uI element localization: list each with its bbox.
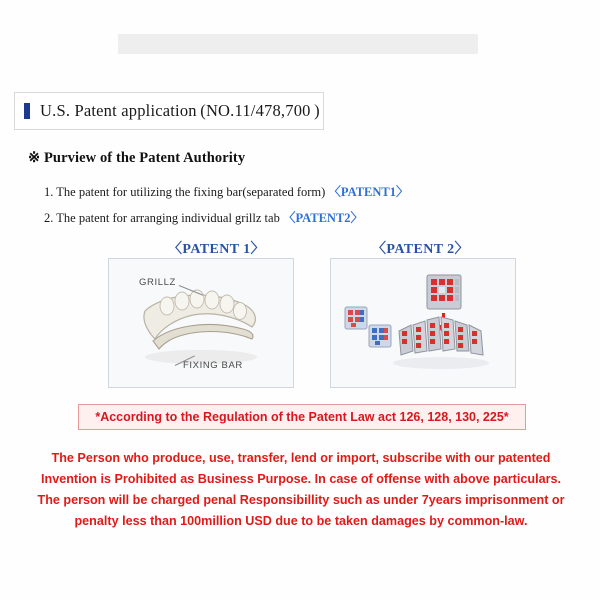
list-item [44, 182, 409, 200]
list-item-text: The patent for utilizing the fixing bar(separated form) [56, 185, 326, 199]
legal-line: penalty less than 100million USD due to be taken damages by common-law. [74, 514, 528, 528]
regulation-banner-text: *According to the Regulation of the Patent Law act 126, 128, 130, 225* [95, 410, 509, 424]
list-item-text: The patent for arranging individual grillz tab [56, 211, 280, 225]
legal-line: Invention is Prohibited as Business Purpose. In case of offense with above particulars. [41, 472, 561, 486]
title-accent-mark [24, 103, 30, 119]
figure-1-caption: 〈PATENT 1〉 [168, 242, 265, 257]
fixing-bar-label: FIXING BAR [183, 360, 243, 371]
patent-tag-1: 〈PATENT1〉 [328, 185, 409, 199]
grillz-tabs-svg [331, 259, 515, 387]
list-item-number: 1. [44, 185, 54, 199]
patent-tag-2: 〈PATENT2〉 [282, 211, 364, 225]
grillz-illustration [109, 259, 293, 387]
header-placeholder-bar [118, 34, 478, 54]
legal-warning-paragraph [36, 448, 566, 532]
regulation-banner [78, 404, 526, 430]
patent-title-box [14, 92, 324, 130]
figure-2-image [330, 258, 516, 388]
figure-2-caption: 〈PATENT 2〉 [372, 242, 469, 257]
page-title: U.S. Patent application (NO.11/478,700 ) [40, 101, 320, 120]
figure-1-image [108, 258, 294, 388]
list-item [44, 208, 363, 226]
grillz-label: GRILLZ [139, 277, 176, 288]
purview-heading: ※ Purview of the Patent Authority [28, 150, 246, 166]
list-item-number: 2. [44, 211, 54, 225]
legal-line: The Person who produce, use, transfer, lend or import, subscribe with our patented [51, 451, 551, 465]
legal-line: The person will be charged penal Responsibillity such as under 7years imprisonment or [37, 493, 565, 507]
